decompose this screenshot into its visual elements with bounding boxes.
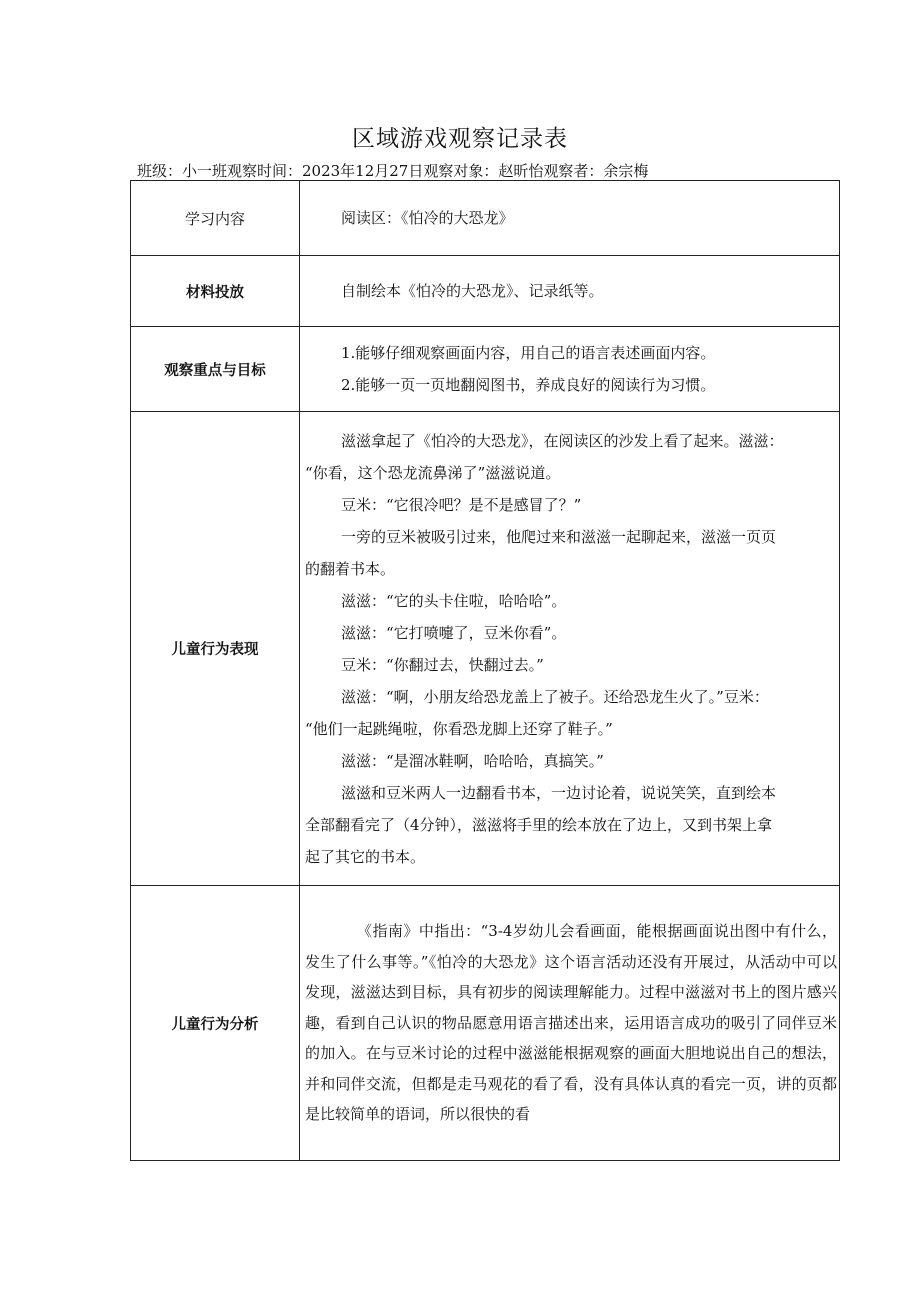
behavior-line: 豆米：“它很冷吧？是不是感冒了？” — [341, 495, 582, 514]
row-materials — [131, 256, 840, 327]
behavior-line: 滋滋：“它打喷嚏了，豆米你看”。 — [341, 623, 567, 642]
row-analysis — [131, 886, 840, 1161]
behavior-line: 一旁的豆米被吸引过来，他爬过来和滋滋一起聊起来，滋滋一页页 — [341, 527, 777, 546]
behavior-line: 滋滋：“是溜冰鞋啊，哈哈哈，真搞笑。” — [341, 751, 604, 770]
goal-line: 2.能够一页一页地翻阅图书，养成良好的阅读行为习惯。 — [341, 376, 716, 394]
behavior-line: 滋滋：“它的头卡住啦，哈哈哈”。 — [341, 591, 567, 610]
behavior-line: 的翻着书本。 — [305, 559, 396, 578]
behavior-cell — [300, 412, 840, 886]
goals-label: 观察重点与目标 — [131, 327, 300, 412]
analysis-paragraph: 《指南》中指出：“3-4岁幼儿会看画面，能根据画面说出图中有什么，发生了什么事等。”《怕冷的大恐龙》这个语言活动还没有开展过，从活动中可以发现，滋滋达到目标，具有初步的阅读理解能力。过程中滋滋对书上的图片感兴趣，看到自己认识的物品愿意用语言描述出来，运用语言成功的吸引了同伴豆米的加入。在与豆米讨论的过程中滋滋能根据观察的画面大胆地说出自己的想法，并和同伴交流，但都是走马观花的看了看，没有具体认真的看完一页，讲的页都是比较简单的语词，所以很快的看 — [305, 922, 837, 1124]
behavior-line: 起了其它的书本。 — [305, 847, 426, 866]
goals-cell — [300, 327, 840, 412]
materials-value: 自制绘本《怕冷的大恐龙》、记录纸等。 — [341, 282, 604, 300]
learning-content-value: 阅读区：《怕冷的大恐龙》 — [341, 209, 514, 227]
behavior-line: “你看，这个恐龙流鼻涕了”滋滋说道。 — [305, 463, 561, 482]
row-behavior — [131, 412, 840, 886]
analysis-label: 儿童行为分析 — [131, 886, 300, 1161]
observation-meta: 班级：小一班观察时间：2023年12月27日观察对象：赵昕怡观察者：余宗梅 — [137, 162, 649, 180]
behavior-line: 豆米：“你翻过去，快翻过去。” — [341, 655, 544, 674]
row-learning-content — [131, 181, 840, 256]
page-title: 区域游戏观察记录表 — [352, 126, 568, 152]
observation-table — [130, 180, 840, 1161]
materials-cell — [300, 256, 840, 327]
row-goals — [131, 327, 840, 412]
learning-content-cell — [300, 181, 840, 256]
behavior-line: 滋滋和豆米两人一边翻看书本，一边讨论着，说说笑笑，直到绘本 — [341, 783, 777, 802]
behavior-label: 儿童行为表现 — [131, 412, 300, 886]
behavior-line: 滋滋：“啊，小朋友给恐龙盖上了被子。还给恐龙生火了。”豆米： — [341, 687, 769, 706]
materials-label: 材料投放 — [131, 256, 300, 327]
analysis-cell — [300, 886, 840, 1161]
behavior-line: 滋滋拿起了《怕冷的大恐龙》，在阅读区的沙发上看了起来。滋滋： — [341, 431, 784, 450]
behavior-line: “他们一起跳绳啦，你看恐龙脚上还穿了鞋子。” — [305, 719, 613, 738]
goal-line: 1.能够仔细观察画面内容，用自己的语言表述画面内容。 — [341, 344, 716, 362]
behavior-line: 全部翻看完了（4分钟），滋滋将手里的绘本放在了边上，又到书架上拿 — [305, 815, 773, 834]
learning-content-label: 学习内容 — [131, 181, 300, 256]
